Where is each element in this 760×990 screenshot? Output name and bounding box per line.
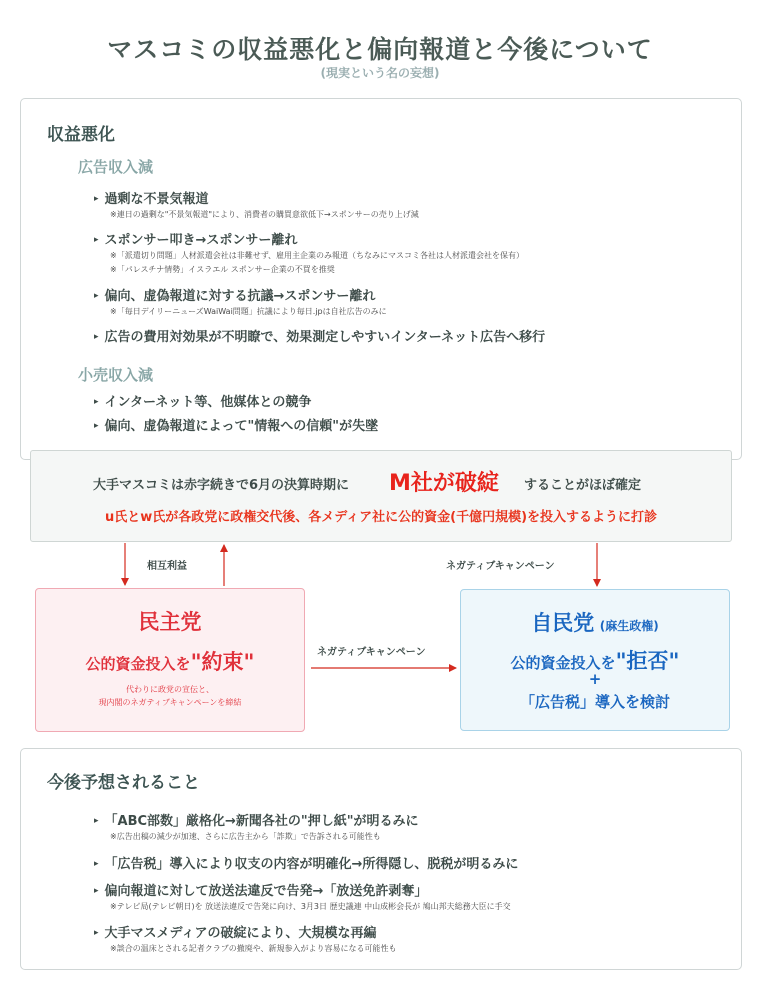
ldp-box — [460, 589, 730, 731]
ldp-plus: + — [588, 670, 602, 688]
negative-campaign-mid-label: ネガティブキャンペーン — [317, 647, 426, 658]
ldp-refuse-text: 公的資金投入を — [510, 654, 616, 672]
banner-highlight: M社が破綻 — [389, 471, 499, 496]
dpj-promise-text: 公的資金投入を — [85, 655, 191, 673]
revenue-heading: 収益悪化 — [47, 125, 115, 145]
forecast-item-2: ▸ 「広告税」導入により収支の内容が明確化→所得隠し、脱税が明るみに — [94, 853, 518, 872]
banner-pre-text: 大手マスコミは赤字続きで6月の決算時期に — [93, 478, 350, 493]
ad-item-1: ▸ 過剰な不景気報道 — [94, 188, 209, 207]
banner-post-text: することがほぼ確定 — [524, 478, 642, 493]
ad-item-2: ▸ スポンサー叩き→スポンサー離れ — [94, 229, 297, 248]
forecast-heading: 今後予想されること — [47, 773, 200, 793]
ad-item-3: ▸ 偏向、虚偽報道に対する抗議→スポンサー離れ — [94, 285, 375, 304]
dpj-promise-emphasis: "約束" — [190, 650, 255, 674]
ad-item-4: ▸ 広告の費用対効果が不明瞭で、効果測定しやすいインターネット広告へ移行 — [94, 326, 545, 345]
ldp-refuse-emphasis: "拒否" — [615, 649, 680, 673]
ldp-title — [461, 607, 729, 637]
dpj-promise — [36, 646, 304, 676]
dpj-name: 民主党 — [138, 610, 202, 634]
mutual-benefit-label: 相互利益 — [147, 561, 187, 572]
dpj-note-1: 代わりに政党の宣伝と、 — [126, 685, 214, 694]
ad-item-3-note: ※「毎日デイリーニューズWaiWai問題」抗議により毎日.jpは自社広告のみに — [110, 307, 387, 316]
ad-item-1-note: ※連日の過剰な"不景気報道"により、消費者の購買意欲低下→スポンサーの売り上げ減 — [110, 210, 419, 219]
forecast-item-3-note: ※テレビ局(テレビ朝日)を 放送法違反で告発に向け、3月3日 歴史議連 中山成彬会長が 鳩山邦夫総務大臣に手交 — [110, 902, 511, 911]
ad-item-2-note-1: ※「派遣切り問題」人材派遣会社は非難せず、雇用主企業のみ報道（ちなみにマスコミ各社は人材派遣会社を保有） — [110, 251, 525, 260]
sales-item-1: ▸ インターネット等、他媒体との競争 — [94, 391, 311, 410]
negative-campaign-top-label: ネガティブキャンペーン — [446, 561, 555, 572]
ldp-sub: (麻生政権) — [599, 619, 659, 633]
forecast-item-1-note: ※広告出稿の減少が加速、さらに広告主から「詐欺」で告訴される可能性も — [110, 832, 381, 841]
forecast-item-4-note: ※談合の温床とされる記者クラブの撤廃や、新規参入がより容易になる可能性も — [110, 944, 397, 953]
forecast-item-4: ▸ 大手マスメディアの破綻により、大規模な再編 — [94, 922, 377, 941]
sales-item-2: ▸ 偏向、虚偽報道によって"情報への信頼"が失墜 — [94, 415, 378, 434]
sales-revenue-heading: 小売収入減 — [78, 366, 154, 384]
ldp-name: 自民党 — [531, 611, 595, 635]
banner-red-line: u氏とw氏が各政党に政権交代後、各メディア社に公的資金(千億円規模)を投入するように打診 — [104, 510, 658, 525]
forecast-item-1: ▸ 「ABC部数」厳格化→新聞各社の"押し紙"が明るみに — [94, 810, 418, 829]
ad-revenue-heading: 広告収入減 — [78, 158, 154, 176]
ad-item-2-note-2: ※「パレスチナ情勢」イスラエル スポンサー企業の不買を推奨 — [110, 265, 335, 274]
dpj-box — [35, 588, 305, 732]
forecast-item-3: ▸ 偏向報道に対して放送法違反で告発→「放送免許剥奪」 — [94, 880, 427, 899]
page-title: マスコミの収益悪化と偏向報道と今後について — [107, 35, 653, 64]
dpj-note-2: 現内閣のネガティブキャンペーンを締結 — [98, 698, 242, 707]
ldp-ad-tax: 「広告税」導入を検討 — [519, 693, 670, 711]
page-subtitle: (現実という名の妄想) — [320, 66, 440, 80]
